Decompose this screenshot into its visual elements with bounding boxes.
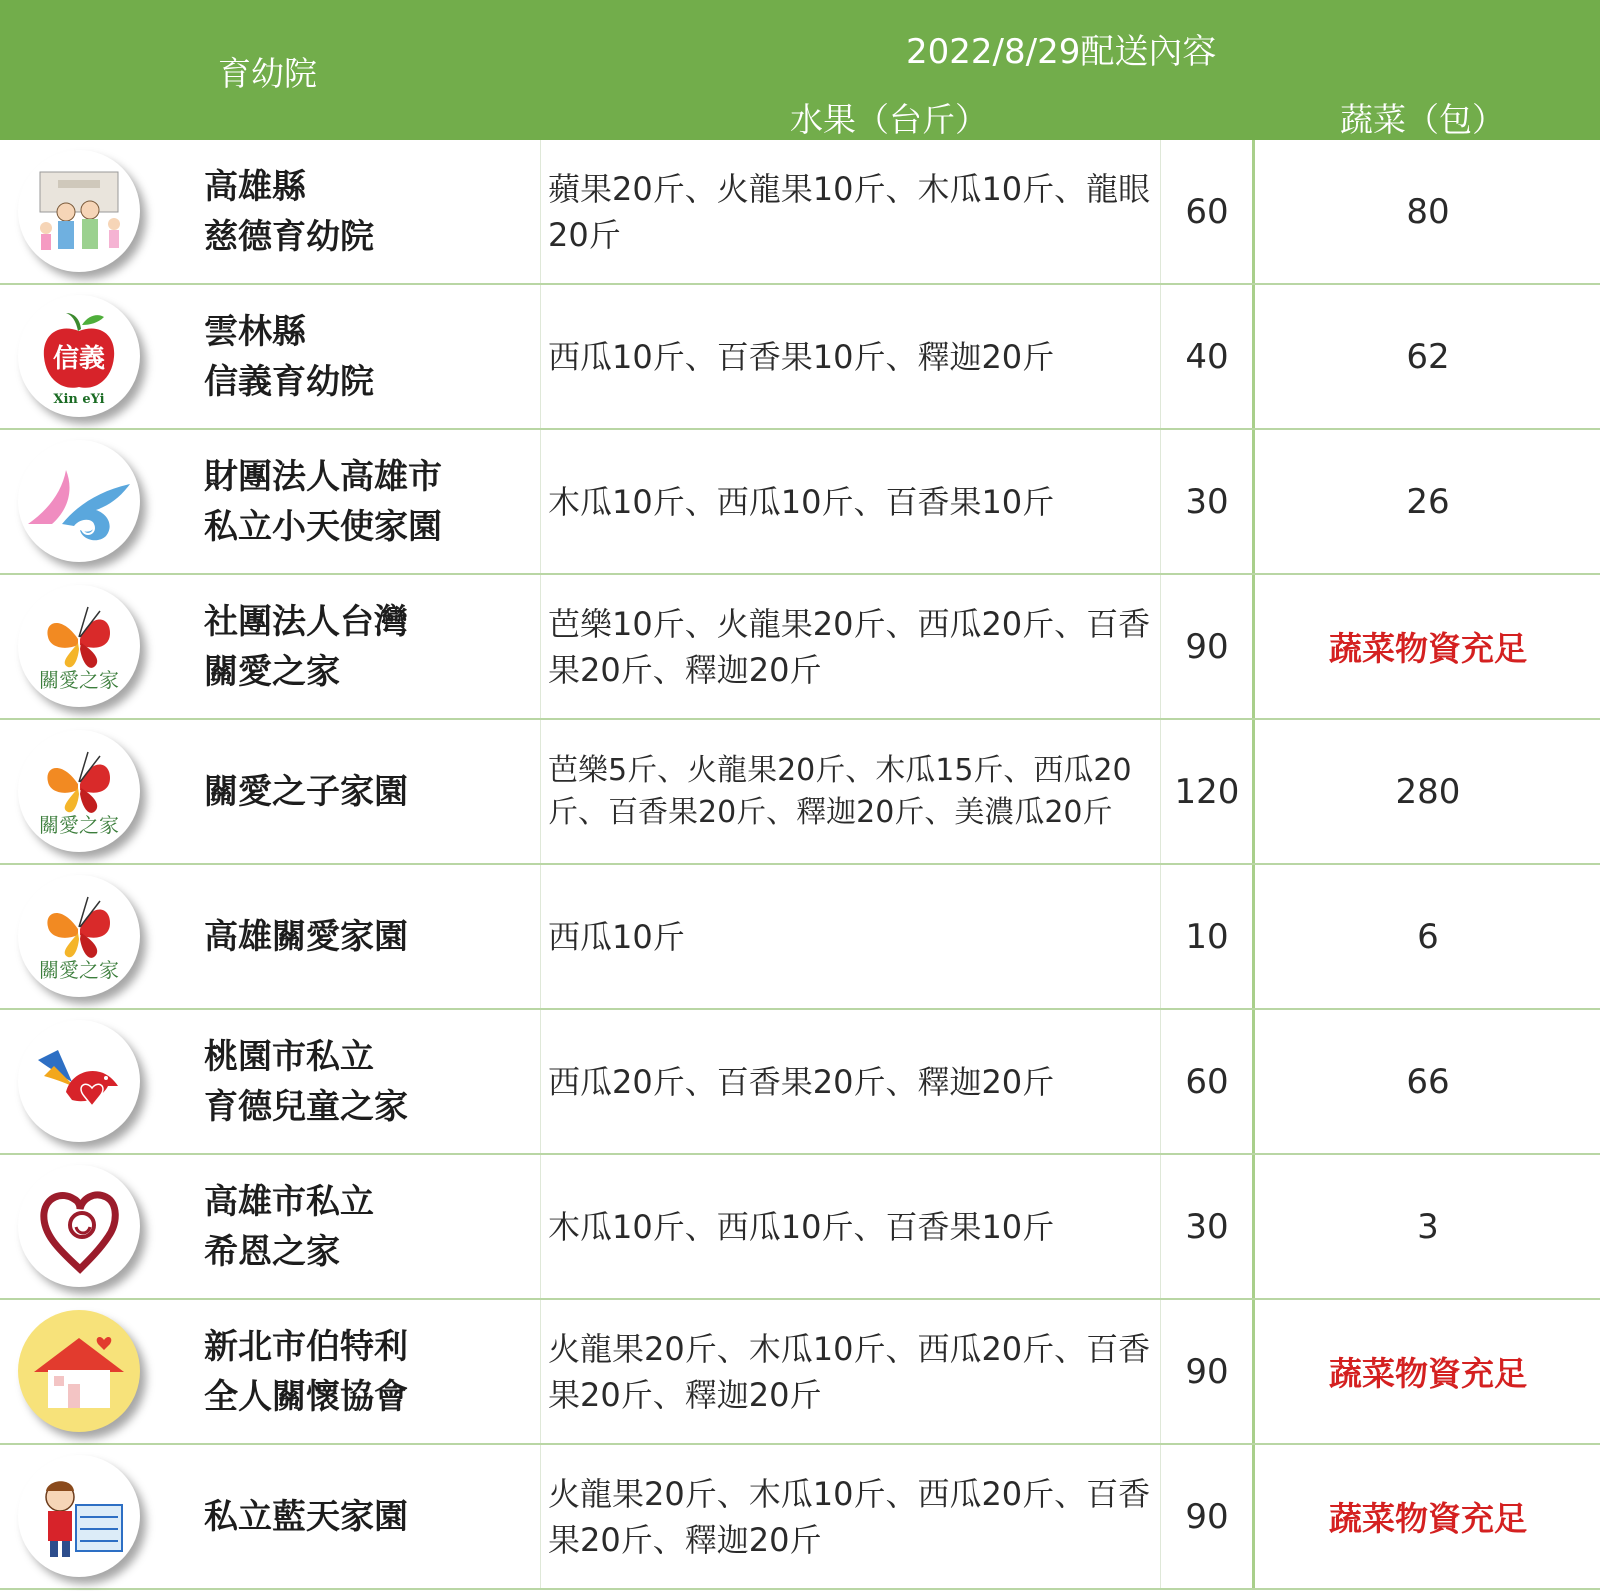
- table-row: [0, 575, 1600, 720]
- butterfly-logo-text: 關愛之家: [39, 668, 119, 692]
- veg-count: 66: [1406, 1061, 1450, 1102]
- fruit-list: 木瓜10斤、西瓜10斤、百香果10斤: [548, 482, 1055, 521]
- veg-count: 3: [1417, 1206, 1439, 1247]
- veg-count: 26: [1406, 481, 1450, 522]
- veg-count: 80: [1406, 191, 1450, 232]
- org-name: [204, 140, 534, 283]
- org-name-line1: 高雄市私立: [204, 1181, 374, 1222]
- table-header: [0, 0, 1600, 140]
- org-name: [204, 1155, 534, 1298]
- fruit-list: 芭樂5斤、火龍果20斤、木瓜15斤、西瓜20斤、百香果20斤、釋迦20斤、美濃瓜20斤: [548, 752, 1132, 830]
- org-name: [204, 720, 534, 863]
- org-name-line2: 私立小天使家園: [204, 506, 442, 547]
- fruit-list: 火龍果20斤、木瓜10斤、西瓜20斤、百香果20斤、釋迦20斤: [548, 1474, 1151, 1559]
- veg-count: 280: [1395, 771, 1461, 812]
- butterfly-logo-text: 關愛之家: [39, 813, 119, 837]
- fruit-list: 蘋果20斤、火龍果10斤、木瓜10斤、龍眼20斤: [548, 169, 1151, 254]
- table-row: [0, 1010, 1600, 1155]
- butterfly-logo-text: 關愛之家: [39, 958, 119, 982]
- fruit-total: 10: [1185, 916, 1229, 957]
- fruit-list: 芭樂10斤、火龍果20斤、西瓜20斤、百香果20斤、釋迦20斤: [548, 604, 1151, 689]
- header-veg-label: 蔬菜（包）: [1340, 100, 1505, 139]
- org-name-line2: 全人關懷協會: [204, 1376, 408, 1417]
- table-row: [0, 865, 1600, 1010]
- fruit-list: 木瓜10斤、西瓜10斤、百香果10斤: [548, 1207, 1055, 1246]
- table-row: [0, 430, 1600, 575]
- org-name-line1: 私立藍天家園: [204, 1496, 408, 1537]
- fruit-total: 40: [1185, 336, 1229, 377]
- butterfly-logo-icon: [18, 875, 140, 997]
- table-row: [0, 1155, 1600, 1300]
- header-date-label: 2022/8/29配送內容: [906, 32, 1217, 72]
- bird-heart-icon: [18, 1020, 140, 1142]
- org-name: [204, 1010, 534, 1153]
- org-name: [204, 575, 534, 718]
- org-name: [204, 865, 534, 1008]
- fruit-total: 90: [1185, 1496, 1229, 1537]
- fruit-total: 60: [1185, 191, 1229, 232]
- table-body: [0, 140, 1600, 1590]
- table-row: [0, 720, 1600, 865]
- org-name-line1: 新北市伯特利: [204, 1326, 408, 1367]
- veg-sufficient-note: 蔬菜物資充足: [1329, 629, 1527, 668]
- fruit-total: 30: [1185, 481, 1229, 522]
- veg-sufficient-note: 蔬菜物資充足: [1329, 1499, 1527, 1538]
- org-name-line1: 高雄縣: [204, 166, 306, 207]
- fruit-total: 120: [1174, 771, 1240, 812]
- fruit-list: 西瓜10斤: [548, 917, 685, 956]
- fruit-total: 90: [1185, 626, 1229, 667]
- org-name: [204, 430, 534, 573]
- boy-sign-icon: [18, 1455, 140, 1577]
- org-name-line2: 信義育幼院: [204, 361, 374, 402]
- org-name-line1: 桃園市私立: [204, 1036, 374, 1077]
- fruit-list: 火龍果20斤、木瓜10斤、西瓜20斤、百香果20斤、釋迦20斤: [548, 1329, 1151, 1414]
- org-name-line2: 慈德育幼院: [204, 216, 374, 257]
- org-name-line1: 雲林縣: [204, 311, 306, 352]
- header-fruit-label: 水果（台斤）: [790, 100, 988, 139]
- apple-logo-icon: [18, 295, 140, 417]
- fruit-list: 西瓜10斤、百香果10斤、釋迦20斤: [548, 337, 1055, 376]
- apple-logo-subtext: Xin eYi: [53, 392, 105, 407]
- veg-count: 62: [1406, 336, 1450, 377]
- org-name-line2: 希恩之家: [204, 1231, 340, 1272]
- child-drawing-icon: [18, 150, 140, 272]
- org-name-line1: 高雄關愛家園: [204, 916, 408, 957]
- table-row: [0, 285, 1600, 430]
- angel-wave-icon: [18, 440, 140, 562]
- org-name-line1: 社團法人台灣: [204, 601, 408, 642]
- fruit-total: 60: [1185, 1061, 1229, 1102]
- org-name-line1: 財團法人高雄市: [204, 456, 442, 497]
- org-name-line2: 育德兒童之家: [204, 1086, 408, 1127]
- heart-baby-icon: [18, 1165, 140, 1287]
- apple-logo-text: 信義: [52, 344, 106, 374]
- org-name: [204, 1300, 534, 1443]
- house-heart-icon: [18, 1310, 140, 1432]
- table-row: [0, 1445, 1600, 1590]
- table-row: [0, 1300, 1600, 1445]
- butterfly-logo-icon: [18, 730, 140, 852]
- fruit-total: 90: [1185, 1351, 1229, 1392]
- butterfly-logo-icon: [18, 585, 140, 707]
- org-name: [204, 285, 534, 428]
- veg-count: 6: [1417, 916, 1439, 957]
- table-row: [0, 140, 1600, 285]
- header-org-label: 育幼院: [218, 54, 317, 93]
- veg-sufficient-note: 蔬菜物資充足: [1329, 1354, 1527, 1393]
- fruit-list: 西瓜20斤、百香果20斤、釋迦20斤: [548, 1062, 1055, 1101]
- org-name-line2: 關愛之家: [204, 651, 340, 692]
- fruit-total: 30: [1185, 1206, 1229, 1247]
- org-name-line1: 關愛之子家園: [204, 771, 408, 812]
- org-name: [204, 1445, 534, 1588]
